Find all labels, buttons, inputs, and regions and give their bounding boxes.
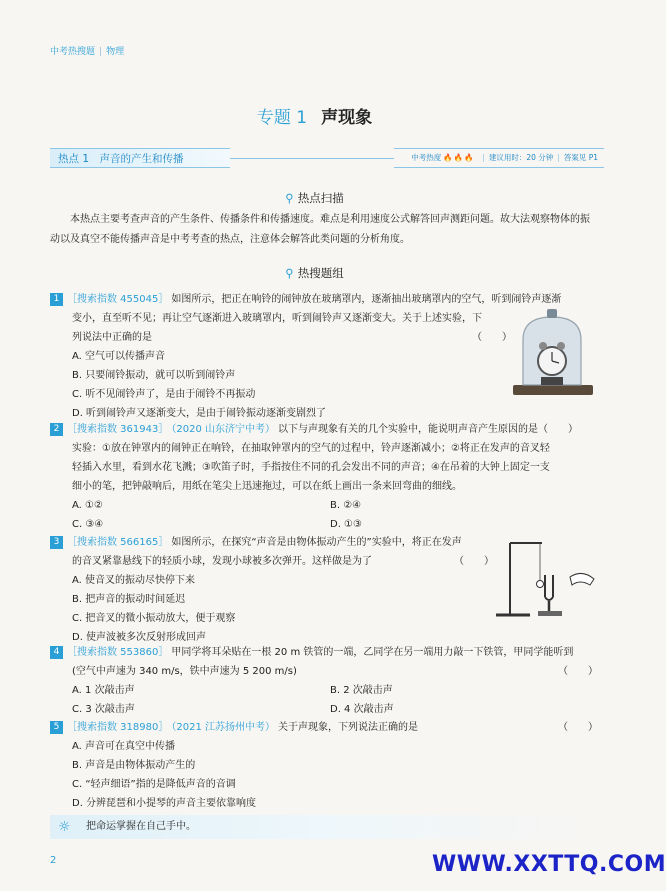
search-index: ［搜索指数 318980］ [67, 722, 169, 733]
option: C. 3 次敲击声 [72, 704, 135, 715]
question-number: 5 [50, 721, 63, 734]
brand-separator: | [99, 47, 103, 57]
option: C. 把音叉的微小振动放大，便于观察 [72, 613, 236, 624]
flame-icon: 🔥🔥🔥 [443, 153, 475, 162]
option: B. 2 次敲击声 [330, 685, 393, 696]
page-title [0, 103, 629, 128]
question-number: 3 [50, 536, 63, 549]
tuning-fork-figure [490, 535, 605, 620]
search-index: ［搜索指数 553860］ [67, 647, 169, 658]
header-brand [50, 44, 124, 57]
scan-paragraph: 本热点主要考查声音的产生条件、传播条件和传播速度。难点是利用速度公式解答回声测距问题。故大法观察物体的振动以及真空不能传播声音是中考考查的热点，注意体会解答此类问题的分析角度。 [50, 214, 590, 245]
brand-name: 中考热搜题 [50, 47, 96, 57]
hotspot-bar [50, 148, 604, 170]
option: D. ①③ [330, 519, 362, 530]
topic-name: 声现象 [321, 108, 373, 128]
subject-name: 物理 [106, 47, 125, 57]
topic-number: 专题 1 [256, 108, 308, 128]
search-index: ［搜索指数 566165］ [67, 537, 169, 548]
motto-text: 把命运掌握在自己手中。 [86, 821, 196, 832]
answer-ref: 答案见 P1 [563, 153, 598, 162]
magnifier-icon: ⚲ [285, 191, 294, 205]
hotspot-info: 中考热度 🔥🔥🔥 | 建议用时：20 分钟 | 答案见 P1 [394, 148, 604, 168]
answer-paren: （ ） [472, 332, 512, 343]
option: B. 声音是由物体振动产生的 [72, 760, 196, 771]
question-2: 2 ［搜索指数 361943］ （2020 山东济宁中考） 以下与声现象有关的几个实验中，能说明声音产生原因的是（ ） 实验：①放在钟罩内的闹钟正在响铃，在抽取钟罩内的空气的过程中，铃声逐渐减小；②将正在发声的音叉轻 轻插入水里，看到水花飞溅；③吹笛子时，手指按住不同的孔会发出不同的声音；④在吊着的大钟上固定一支 细小的笔，把钟敲响后，用纸在笔尖上迅速拖过，可以在纸上画出一条来回弯曲的细线。 A. ①② B. ②④ C. ③④ D. ①③ [50, 420, 610, 534]
scan-heading: ⚲ 热点扫描 [285, 191, 344, 205]
group-heading: ⚲ 热搜题组 [285, 266, 344, 280]
option: A. 空气可以传播声音 [72, 351, 166, 362]
option: A. 1 次敲击声 [72, 685, 135, 696]
hotspot-divider [230, 158, 394, 159]
option: B. 只要闹铃振动，就可以听到闹铃声 [72, 370, 236, 381]
question-number: 1 [50, 293, 63, 306]
question-5: 5 ［搜索指数 318980］ （2021 江苏扬州中考） 关于声现象，下列说法正确的是 （ ） A. 声音可在真空中传播 B. 声音是由物体振动产生的 C. “轻声细语”指的是降低声音的音调 D. 分辨琵琶和小提琴的声音主要依靠响度 [50, 718, 610, 813]
answer-paren: （ ） [558, 722, 598, 733]
question-1: 1 ［搜索指数 455045］ 如图所示，把正在响铃的闹钟放在玻璃罩内，逐渐抽出玻璃罩内的空气，听到闹铃声逐渐 变小，直至听不见；再让空气逐渐进入玻璃罩内，听到闹铃声又逐渐变大。关于上述实验，下 列说法中正确的是 （ ） A. 空气可以传播声音 B. 只要闹铃振动，就可以听到闹铃声 C. 听不见闹铃声了，是由于闹铃不再振动 D. 听到闹铃声又逐渐变大，是由于闹铃振动逐渐变剧烈了 [50, 290, 610, 423]
option: D. 4 次敲击声 [330, 704, 394, 715]
option: C. “轻声细语”指的是降低声音的音调 [72, 779, 236, 790]
magnifier-icon: ⚲ [285, 266, 294, 280]
option: C. 听不见闹铃声了，是由于闹铃不再振动 [72, 389, 256, 400]
question-number: 2 [50, 423, 63, 436]
option: C. ③④ [72, 519, 104, 530]
option: B. 把声音的振动时间延迟 [72, 594, 186, 605]
website-watermark: WWW.XXTTQ.COM [432, 852, 666, 877]
option: D. 听到闹铃声又逐渐变大，是由于闹铃振动逐渐变剧烈了 [72, 408, 327, 419]
answer-paren: （ ） [454, 556, 494, 567]
search-index: ［搜索指数 361943］ [67, 424, 169, 435]
question-number: 4 [50, 646, 63, 659]
option: D. 分辨琵琶和小提琴的声音主要依靠响度 [72, 798, 257, 809]
option: A. 声音可在真空中传播 [72, 741, 176, 752]
option: A. 使音叉的振动尽快停下来 [72, 575, 196, 586]
sun-icon: ☼ [58, 819, 71, 835]
question-source: （2021 江苏扬州中考） [171, 722, 275, 733]
answer-paren: （ ） [558, 666, 598, 677]
heat-label: 中考热度 [411, 153, 442, 162]
question-3: 3 ［搜索指数 566165］ 如图所示，在探究“声音是由物体振动产生的”实验中，将正在发声 的音叉紧靠悬线下的轻质小球，发现小球被多次弹开。这样做是为了 （ ） A. 使音叉的振动尽快停下来 B. 把声音的振动时间延迟 C. 把音叉的微小振动放大，便于观察 D. 使声波被多次反射形成回声 [50, 533, 610, 647]
bell-jar-figure [505, 305, 600, 400]
search-index: ［搜索指数 455045］ [67, 294, 169, 305]
page-number: 2 [50, 855, 57, 866]
option: A. ①② [72, 500, 103, 511]
option: D. 使声波被多次反射形成回声 [72, 632, 207, 643]
suggested-time: 建议用时：20 分钟 [488, 153, 554, 162]
hotspot-tag: 热点 1 声音的产生和传播 [50, 148, 230, 168]
option: B. ②④ [330, 500, 362, 511]
motto-banner [50, 815, 590, 839]
question-4: 4 ［搜索指数 553860］ 甲同学将耳朵贴在一根 20 m 铁管的一端，乙同学在另一端用力敲一下铁管，甲同学能听到 (空气中声速为 340 m/s，铁中声速为 5 200 m/s) （ ） A. 1 次敲击声 B. 2 次敲击声 C. 3 次敲击声 D. 4 次敲击声 [50, 643, 610, 719]
question-source: （2020 山东济宁中考） [171, 424, 275, 435]
